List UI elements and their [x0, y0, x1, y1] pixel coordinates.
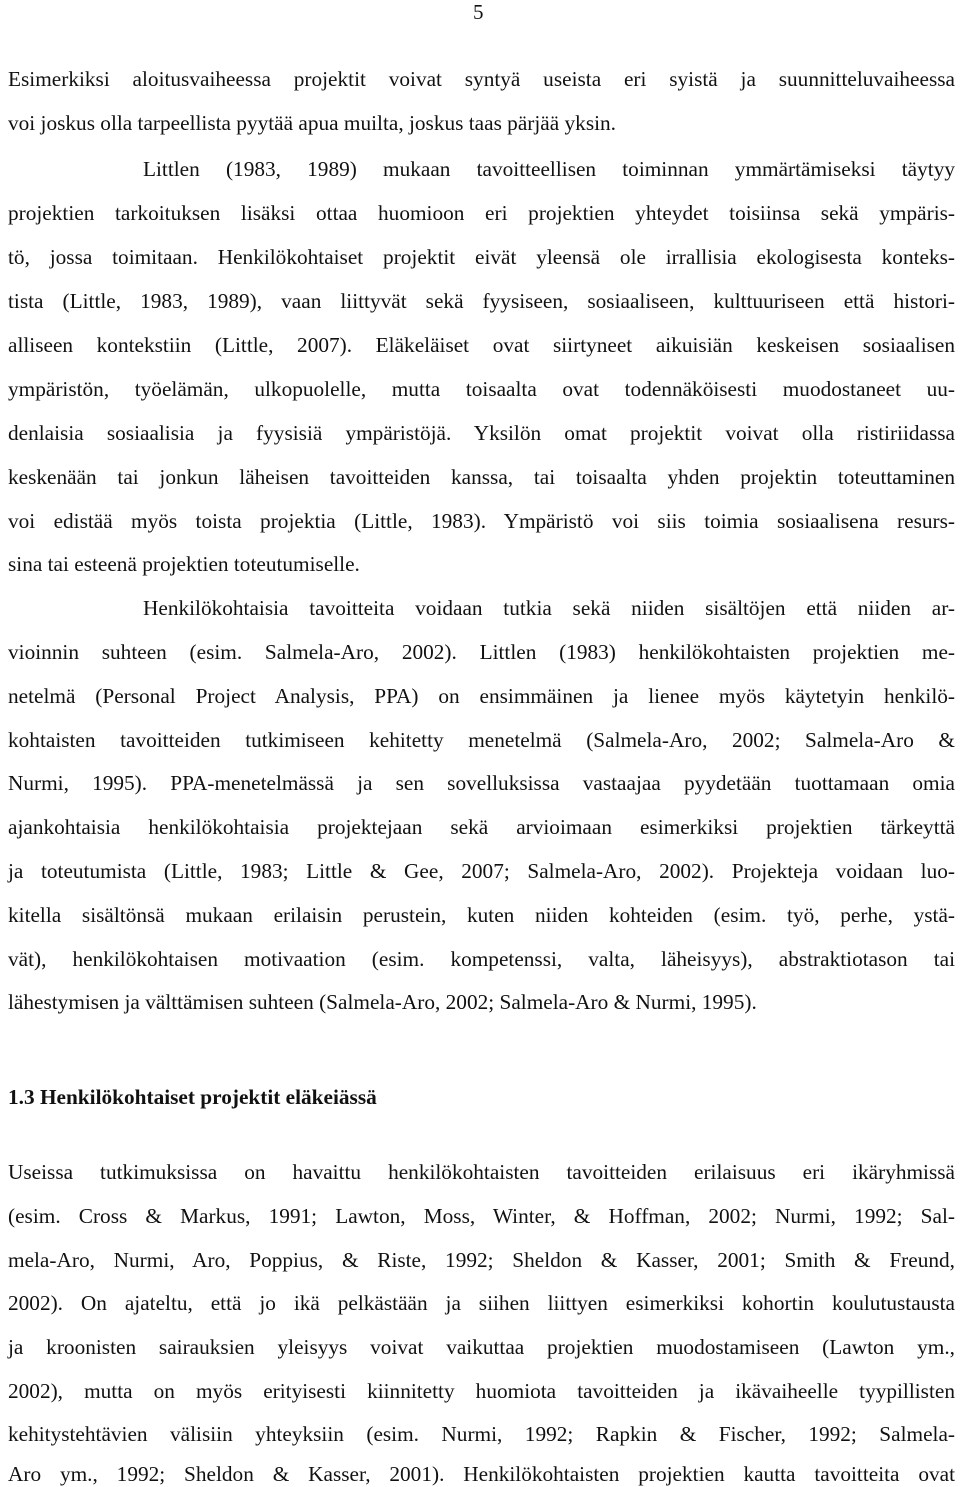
text-line: ympäristön, työelämän, ulkopuolelle, mutta toisaalta ovat todennäköisesti muodostaneet uu-	[8, 377, 955, 401]
text-line: Useissa tutkimuksissa on havaittu henkilökohtaisten tavoitteiden erilaisuus eri ikäryhmissä	[8, 1160, 955, 1184]
text-line: lähestymisen ja välttämisen suhteen (Salmela-Aro, 2002; Salmela-Aro & Nurmi, 1995).	[8, 990, 757, 1014]
text-line: 2002), mutta on myös erityisesti kiinnitetty huomiota tavoitteiden ja ikävaiheelle tyypillisten	[8, 1379, 955, 1403]
text-line: denlaisia sosiaalisia ja fyysisiä ympäristöjä. Yksilön omat projektit voivat olla ristiriidassa	[8, 421, 955, 445]
text-line: projektien tarkoituksen lisäksi ottaa huomioon eri projektien yhteydet toisiinsa sekä ympäris-	[8, 201, 955, 225]
text-line: voi joskus olla tarpeellista pyytää apua muilta, joskus taas pärjää yksin.	[8, 111, 617, 135]
text-line: kehitystehtävien välisiin yhteyksiin (esim. Nurmi, 1992; Rapkin & Fischer, 1992; Salmela-	[8, 1422, 955, 1446]
text-line: Henkilökohtaisia tavoitteita voidaan tutkia sekä niiden sisältöjen että niiden ar-	[143, 596, 955, 620]
text-line: tö, jossa toimitaan. Henkilökohtaiset projektit eivät yleensä ole irrallisia ekologisesta konteks-	[8, 245, 955, 269]
text-line: kitella sisältönsä mukaan erilaisin perustein, kuten niiden kohteiden (esim. työ, perhe, ystä-	[8, 903, 955, 927]
text-line: ajankohtaisia henkilökohtaisia projektejaan sekä arvioimaan esimerkiksi projektien tärkeyttä	[8, 815, 955, 839]
text-line: vät), henkilökohtaisen motivaation (esim. kompetenssi, valta, läheisyys), abstraktiotason tai	[8, 947, 955, 971]
text-line: Littlen (1983, 1989) mukaan tavoitteellisen toiminnan ymmärtämiseksi täytyy	[143, 157, 955, 181]
text-line: keskenään tai jonkun läheisen tavoitteiden kanssa, tai toisaalta yhden projektin toteuttaminen	[8, 465, 955, 489]
text-line: ja kroonisten sairauksien yleisyys voivat vaikuttaa projektien muodostamiseen (Lawton ym.,	[8, 1335, 955, 1359]
text-line: voi edistää myös toista projektia (Little, 1983). Ympäristö voi siis toimia sosiaalisena resurs-	[8, 509, 955, 533]
text-line: vioinnin suhteen (esim. Salmela-Aro, 2002). Littlen (1983) henkilökohtaisten projektien me-	[8, 640, 955, 664]
section-heading: 1.3 Henkilökohtaiset projektit eläkeiässä	[8, 1085, 377, 1109]
text-line: sina tai esteenä projektien toteutumiselle.	[8, 552, 360, 576]
text-line: 2002). On ajateltu, että jo ikä pelkästään ja siihen liittyen esimerkiksi kohortin koulutustausta	[8, 1291, 955, 1315]
text-line: tista (Little, 1983, 1989), vaan liittyvät sekä fyysiseen, sosiaaliseen, kulttuuriseen että histori-	[8, 289, 955, 313]
text-line: kohtaisten tavoitteiden tutkimiseen kehitetty menetelmä (Salmela-Aro, 2002; Salmela-Aro &	[8, 728, 955, 752]
text-line: Aro ym., 1992; Sheldon & Kasser, 2001). Henkilökohtaisten projektien kautta tavoitteita ovat	[8, 1462, 955, 1486]
text-line: Nurmi, 1995). PPA-menetelmässä ja sen sovelluksissa vastaajaa pyydetään tuottamaan omia	[8, 771, 955, 795]
text-line: Esimerkiksi aloitusvaiheessa projektit voivat syntyä useista eri syistä ja suunnitteluvaiheessa	[8, 67, 955, 91]
text-line: mela-Aro, Nurmi, Aro, Poppius, & Riste, 1992; Sheldon & Kasser, 2001; Smith & Freund,	[8, 1248, 955, 1272]
text-line: ja toteutumista (Little, 1983; Little & Gee, 2007; Salmela-Aro, 2002). Projekteja voidaan luo-	[8, 859, 955, 883]
text-line: alliseen kontekstiin (Little, 2007). Eläkeläiset ovat siirtyneet aikuisiän keskeisen sosiaalisen	[8, 333, 955, 357]
text-line: (esim. Cross & Markus, 1991; Lawton, Moss, Winter, & Hoffman, 2002; Nurmi, 1992; Sal-	[8, 1204, 955, 1228]
text-line: netelmä (Personal Project Analysis, PPA) on ensimmäinen ja lienee myös käytetyin henkilö-	[8, 684, 955, 708]
page-number: 5	[473, 0, 484, 24]
